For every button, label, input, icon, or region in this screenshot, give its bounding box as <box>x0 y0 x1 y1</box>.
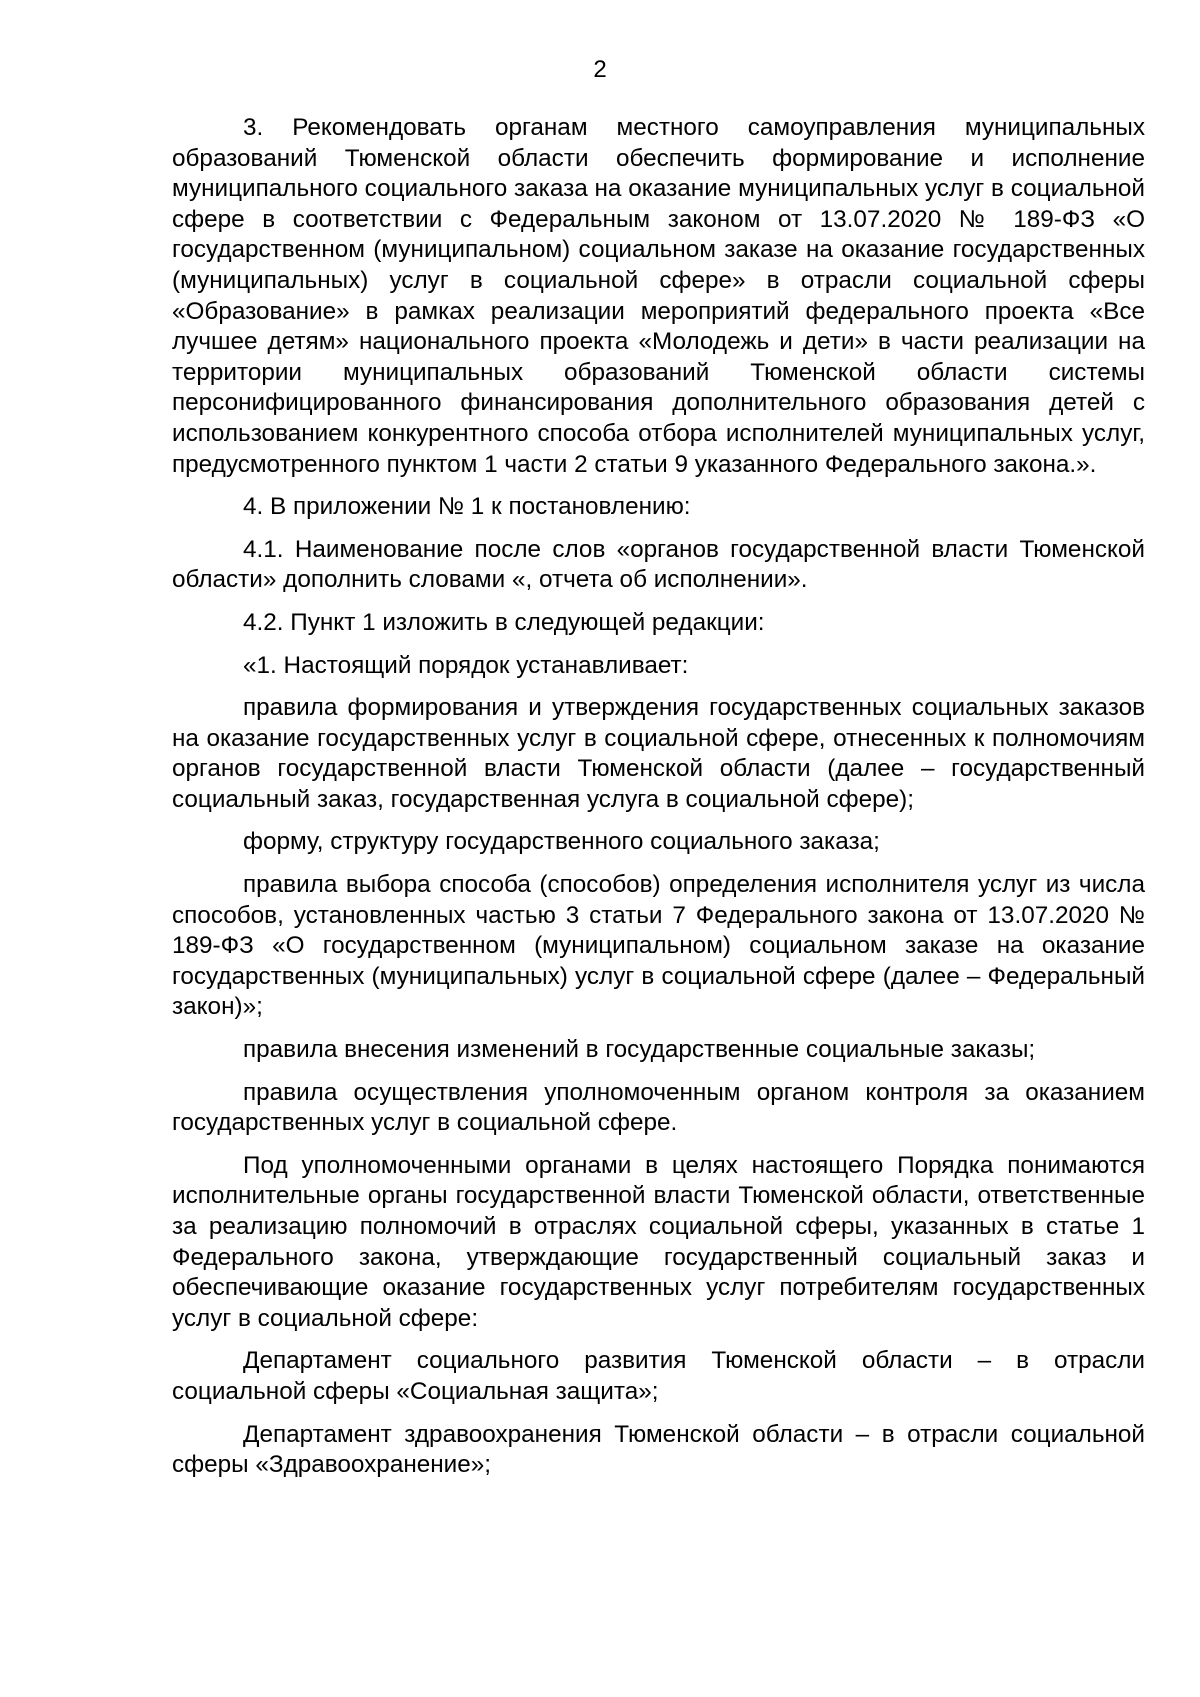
paragraph-amendment-rules: правила внесения изменений в государственные социальные заказы; <box>243 1036 1036 1064</box>
paragraph-healthcare-dept: Департамент здравоохранения Тюменской области – в отрасли социальной сферы «Здравоохранение»; <box>172 1420 1145 1479</box>
paragraph-authorized-bodies: Под уполномоченными органами в целях настоящего Порядка понимаются исполнительные органы государственной власти Тюменской области, ответственные за реализацию полномочий в отраслях социальной сферы, указанных в статье 1 Федерального закона, утверждающие государственный социальный заказ и обеспечивающие оказание государственных услуг потребителям государственных услуг в социальной сфере: <box>172 1151 1145 1332</box>
paragraph-4-2: 4.2. Пункт 1 изложить в следующей редакции: <box>243 608 765 636</box>
paragraph-4-1: 4.1. Наименование после слов «органов государственной власти Тюменской области» дополнить словами «, отчета об исполнении». <box>172 535 1145 594</box>
paragraph-control-rules: правила осуществления уполномоченным органом контроля за оказанием государственных услуг в социальной сфере. <box>172 1078 1145 1137</box>
paragraph-recommendation-3: 3. Рекомендовать органам местного самоуправления муниципальных образований Тюменской области обеспечить формирование и исполнение муниципального социального заказа на оказание муниципальных услуг в социальной сфере в соответствии с Федеральным законом от 13.07.2020 № 189-ФЗ «О государственном (муниципальном) социальном заказе на оказание государственных (муниципальных) услуг в социальной сфере» в отрасли социальной сферы «Образование» в рамках реализации мероприятий федерального проекта «Все лучшее детям» национального проекта «Молодежь и дети» в части реализации на территории муниципальных образований Тюменской области системы персонифицированного финансирования дополнительного образования детей с использованием конкурентного способа отбора исполнителей муниципальных услуг, предусмотренного пунктом 1 части 2 статьи 9 указанного Федерального закона.». <box>172 114 1145 478</box>
paragraph-form-structure: форму, структуру государственного социального заказа; <box>243 828 880 856</box>
paragraph-order-point-1: «1. Настоящий порядок устанавливает: <box>243 651 689 679</box>
page-number: 2 <box>593 56 607 83</box>
paragraph-social-development-dept: Департамент социального развития Тюменской области – в отрасли социальной сферы «Социальная защита»; <box>172 1347 1145 1405</box>
paragraph-formation-rules: правила формирования и утверждения государственных социальных заказов на оказание государственных услуг в социальной сфере, отнесенных к полномочиям органов государственной власти Тюменской области (далее – государственный социальный заказ, государственная услуга в социальной сфере); <box>172 694 1145 813</box>
paragraph-selection-rules: правила выбора способа (способов) определения исполнителя услуг из числа способов, установленных частью 3 статьи 7 Федерального закона от 13.07.2020 № 189-ФЗ «О государственном (муниципальном) социальном заказе на оказание государственных (муниципальных) услуг в социальной сфере (далее – Федеральный закон)»; <box>172 871 1145 1021</box>
paragraph-appendix-4: 4. В приложении № 1 к постановлению: <box>243 493 691 521</box>
document-body <box>172 113 1145 1493</box>
